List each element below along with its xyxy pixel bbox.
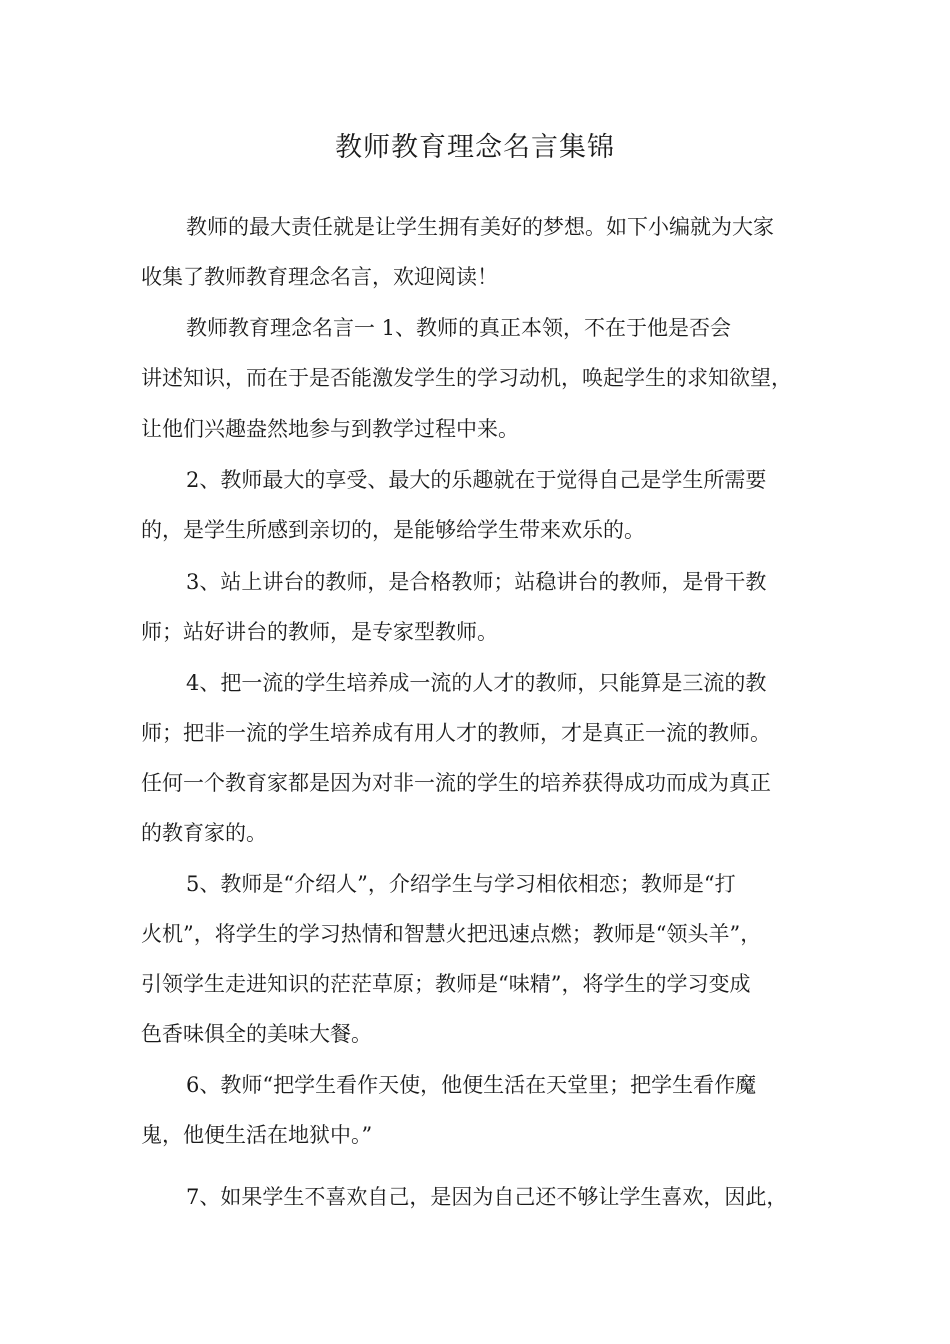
quote-1-line-2: 讲述知识，而在于是否能激发学生的学习动机，唤起学生的求知欲望， <box>141 366 792 390</box>
document-title: 教师教育理念名言集锦 <box>335 132 615 163</box>
quote-3-line-2: 师；站好讲台的教师，是专家型教师。 <box>141 620 498 644</box>
quote-4-line-3: 任何一个教育家都是因为对非一流的学生的培养获得成功而成为真正 <box>141 771 771 795</box>
quote-7-line-1: 7、如果学生不喜欢自己，是因为自己还不够让学生喜欢，因此， <box>186 1185 788 1209</box>
quote-6-line-2: 鬼，他便生活在地狱中。” <box>141 1123 373 1147</box>
quote-4-line-4: 的教育家的。 <box>141 821 267 845</box>
quote-3-line-1: 3、站上讲台的教师，是合格教师；站稳讲台的教师，是骨干教 <box>186 570 767 594</box>
quote-2-line-2: 的，是学生所感到亲切的，是能够给学生带来欢乐的。 <box>141 518 645 542</box>
quote-1-line-3: 让他们兴趣盎然地参与到教学过程中来。 <box>141 417 519 441</box>
quote-5-line-2: 火机”，将学生的学习热情和智慧火把迅速点燃；教师是“领头羊”， <box>141 922 762 946</box>
paragraph-intro-line-2: 收集了教师教育理念名言，欢迎阅读！ <box>141 265 498 289</box>
quote-5-line-4: 色香味俱全的美味大餐。 <box>141 1022 372 1046</box>
quote-4-line-2: 师；把非一流的学生培养成有用人才的教师，才是真正一流的教师。 <box>141 721 771 745</box>
quote-2-line-1: 2、教师最大的享受、最大的乐趣就在于觉得自己是学生所需要 <box>186 468 767 492</box>
paragraph-intro-line-1: 教师的最大责任就是让学生拥有美好的梦想。如下小编就为大家 <box>186 215 774 239</box>
quote-5-line-3: 引领学生走进知识的茫茫草原；教师是“味精”，将学生的学习变成 <box>141 972 751 996</box>
quote-6-line-1: 6、教师“把学生看作天使，他便生活在天堂里；把学生看作魔 <box>186 1073 757 1097</box>
quote-1-line-1: 教师教育理念名言一 1、教师的真正本领，不在于他是否会 <box>186 316 732 340</box>
quote-4-line-1: 4、把一流的学生培养成一流的人才的教师，只能算是三流的教 <box>186 671 767 695</box>
quote-5-line-1: 5、教师是“介绍人”，介绍学生与学习相依相恋；教师是“打 <box>186 872 736 896</box>
